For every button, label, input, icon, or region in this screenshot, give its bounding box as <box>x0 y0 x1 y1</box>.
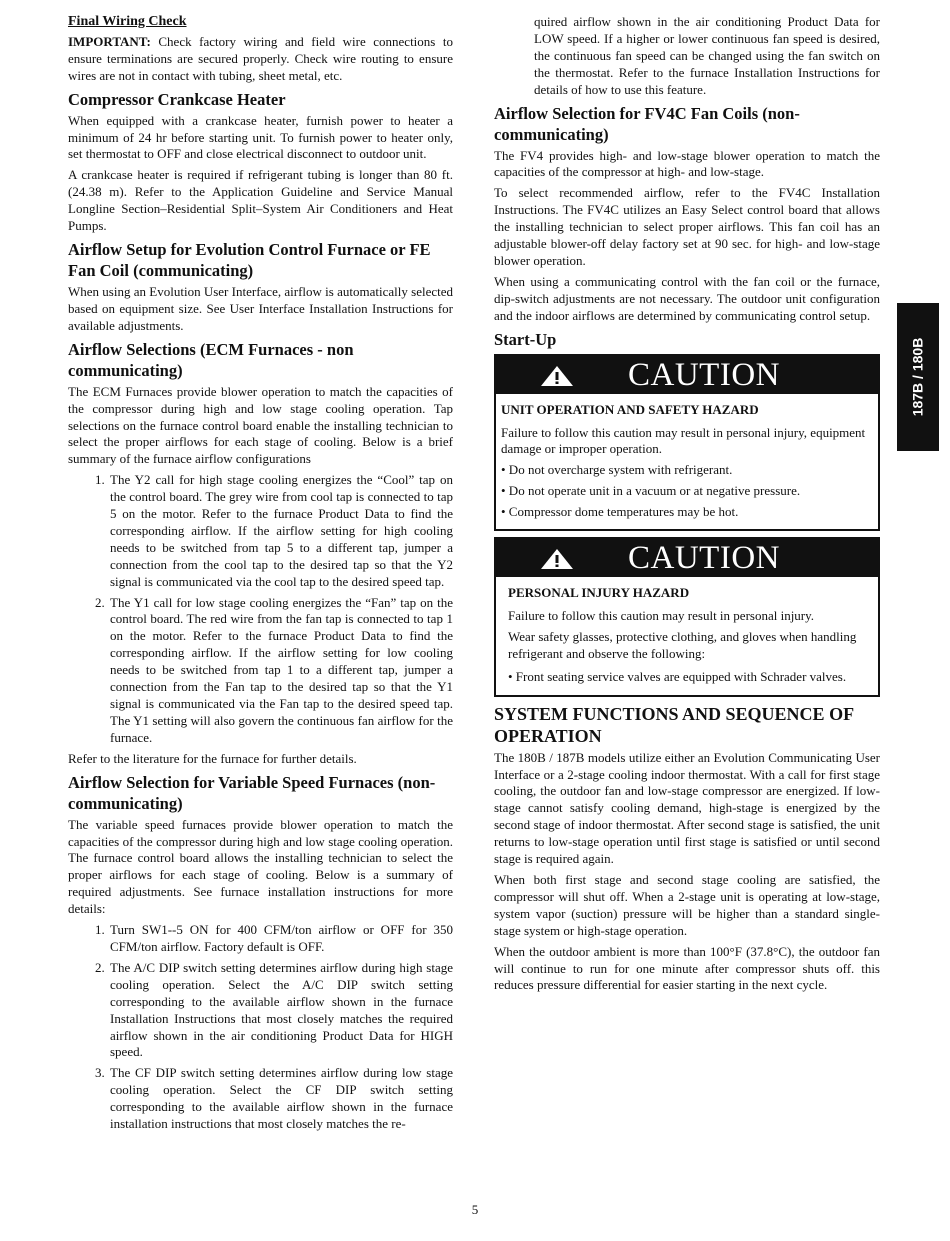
caution-word: CAUTION <box>628 540 780 577</box>
caution-box-personal-injury <box>494 537 880 697</box>
list-item: 1. The Y2 call for high stage cooling energizes the “Cool” tap on the control board. The grey wire from cool tap is connected to tap 5 on the motor. Refer to the furnace Product Data to find the corresponding airflow. If the airflow setting for high cooling needs to be switched from tap 5 to a different tap, jumper a connection from the cool tap to the desired tap so that the Y2 signal is communicated via the cool tap to the desired speed tap. <box>108 472 453 590</box>
caution-body <box>496 394 878 529</box>
ecm-paragraph: The ECM Furnaces provide blower operation to match the capacities of the compressor during high and low stage cooling operation. Tap selections on the furnace control board enable the installing technician to select the proper airflows for each stage of cooling. Below is a brief summary of the furnace airflow configurations <box>68 383 453 467</box>
system-paragraph-1: The 180B / 187B models utilize either an Evolution Communicating User Interface or a 2-stage cooling indoor thermostat. With a call for first stage cooling, the outdoor fan and low-stage compressor are energized. If low-stage cannot satisfy cooling demand, high-stage is energized by the second stage of indoor thermostat. After second stage is satisfied, the unit returns to low-stage operation until first stage is satisfied or until second stage is required again. <box>494 749 880 867</box>
ecm-list <box>68 472 453 747</box>
important-label: IMPORTANT: <box>68 33 151 49</box>
caution-bullet: • Do not operate unit in a vacuum or at negative pressure. <box>501 483 801 499</box>
list-item: 2. The Y1 call for low stage cooling energizes the “Fan” tap on the control board. The red wire from the fan tap is connected to tap 1 on the motor. Refer to the furnace Product Data to find the corresponding airflow. If the airflow setting for low cooling needs to be switched from tap 1 to a different tap, jumper a connection from the Fan tap to the desired tap so that the Y1 signal is communicated via the Fan tap to the desired speed tap. The Y1 setting will also govern the continuous fan airflow for the furnace. <box>108 595 453 747</box>
hazard-title: UNIT OPERATION AND SAFETY HAZARD <box>501 401 759 417</box>
final-wiring-heading: Final Wiring Check <box>68 14 187 29</box>
crankcase-paragraph-1: When equipped with a crankcase heater, furnish power to heater a minimum of 24 hr before starting unit. To furnish power to heater only, set thermostat to OFF and close electrical disconnect to outdoor unit. <box>68 112 453 162</box>
system-functions-heading: SYSTEM FUNCTIONS AND SEQUENCE OF OPERATION <box>494 703 854 746</box>
variable-speed-paragraph: The variable speed furnaces provide blower operation to match the capacities of the compressor during high and low stage cooling operation. The furnace control board allows the installing technician to select the proper airflows for each stage of cooling. Below is a summary of required adjustments. See furnace installation instructions for more details: <box>68 816 453 917</box>
crankcase-paragraph-2: A crankcase heater is required if refrigerant tubing is longer than 80 ft. (24.38 m). Refer to the Application Guideline and Service Manual Longline Section–Residential Split–System Air Conditioners and Heat Pumps. <box>68 167 453 234</box>
fv4c-paragraph-1: The FV4 provides high- and low-stage blower operation to match the capacities of the compressor at high- and low-stage. <box>494 147 880 180</box>
fv4c-paragraph-3: When using a communicating control with the fan coil or the furnace, dip-switch adjustments are not necessary. The outdoor unit configuration and the indoor airflows are determined by communicating control setup. <box>494 273 880 323</box>
list-item: 2. The A/C DIP switch setting determines airflow during high stage cooling operation. Select the A/C DIP switch setting corresponding to the available airflow shown in the furnace Installation Instructions that most closely matches the required airflow shown in the air conditioning Product Data for HIGH speed. <box>108 960 453 1061</box>
side-tab-label: 187B / 180B <box>909 337 926 417</box>
fv4c-paragraph-2: To select recommended airflow, refer to the FV4C Installation Instructions. The FV4C utilizes an Easy Select control board that allows the installing technician to select proper airflows. This fan coil has an adjustable blower-off delay factory set at 90 sec. for high- and low-stage blower operation. <box>494 185 880 268</box>
final-wiring-text <box>68 34 453 85</box>
ecm-refer: Refer to the literature for the furnace for further details. <box>68 750 357 766</box>
caution-bullet: • Do not overcharge system with refrigerant. <box>501 462 733 478</box>
list-item: 3. The CF DIP switch setting determines airflow during low stage cooling operation. Select the CF DIP switch setting corresponding to the available airflow shown in the furnace installation instructions that most closely matches the re- <box>108 1065 453 1133</box>
variable-speed-heading: Airflow Selection for Variable Speed Furnaces (non-communicating) <box>68 772 436 813</box>
evolution-paragraph: When using an Evolution User Interface, airflow is automatically selected based on equipment size. See User Interface Installation Instructions for available adjustments. <box>68 283 453 333</box>
system-paragraph-2: When both first stage and second stage cooling are satisfied, the compressor will shut off. When a 2-stage unit is operating at low-stage, system vapor (suction) pressure will be higher than a standard single-stage system or high-stage operation. <box>494 872 880 938</box>
warning-triangle-icon <box>540 365 574 387</box>
caution-box-unit-operation <box>494 354 880 531</box>
caution-bullet: • Compressor dome temperatures may be hot. <box>501 504 739 520</box>
startup-heading: Start-Up <box>494 329 557 349</box>
caution-bullet: • Front seating service valves are equipped with Schrader valves. <box>508 668 847 684</box>
warning-triangle-icon <box>540 548 574 570</box>
ecm-heading: Airflow Selections (ECM Furnaces - non communicating) <box>68 339 354 380</box>
final-wiring-body: Check factory wiring and field wire connections to ensure terminations are secured properly. Check wire routing to ensure wires are not in contact with tubing, sheet metal, etc. <box>68 33 453 83</box>
caution-banner <box>496 356 878 394</box>
page-number: 5 <box>471 1202 479 1217</box>
caution-body <box>496 577 878 695</box>
caution-word: CAUTION <box>628 356 780 393</box>
caution-text: Failure to follow this caution may result in personal injury. <box>508 607 815 623</box>
left-column <box>68 14 453 1137</box>
evolution-heading: Airflow Setup for Evolution Control Furnace or FE Fan Coil (communicating) <box>68 239 431 280</box>
caution-banner <box>496 539 878 577</box>
variable-speed-list <box>68 922 453 1133</box>
hazard-title: PERSONAL INJURY HAZARD <box>508 585 690 601</box>
continued-paragraph: quired airflow shown in the air conditioning Product Data for LOW speed. If a higher or lower continuous fan speed is desired, the continuous fan speed can be changed using the fan switch on the thermostat. Refer to the furnace Installation Instructions for details of how to use this feature. <box>534 14 880 97</box>
crankcase-heading: Compressor Crankcase Heater <box>68 89 286 109</box>
fv4c-heading: Airflow Selection for FV4C Fan Coils (non-communicating) <box>494 103 800 144</box>
caution-text-2: Wear safety glasses, protective clothing, and gloves when handling refrigerant and observe the following: <box>508 628 857 661</box>
list-item: 1. Turn SW1--5 ON for 400 CFM/ton airflow or OFF for 350 CFM/ton airflow. Factory default is OFF. <box>108 922 453 956</box>
system-paragraph-3: When the outdoor ambient is more than 100°F (37.8°C), the outdoor fan will continue to run for one minute after compressor shuts off. this reduces pressure differential for easier starting in the next cycle. <box>494 943 880 993</box>
right-column <box>494 14 880 998</box>
side-tab <box>897 303 939 451</box>
caution-text: Failure to follow this caution may result in personal injury, equipment damage or improper operation. <box>501 424 866 457</box>
